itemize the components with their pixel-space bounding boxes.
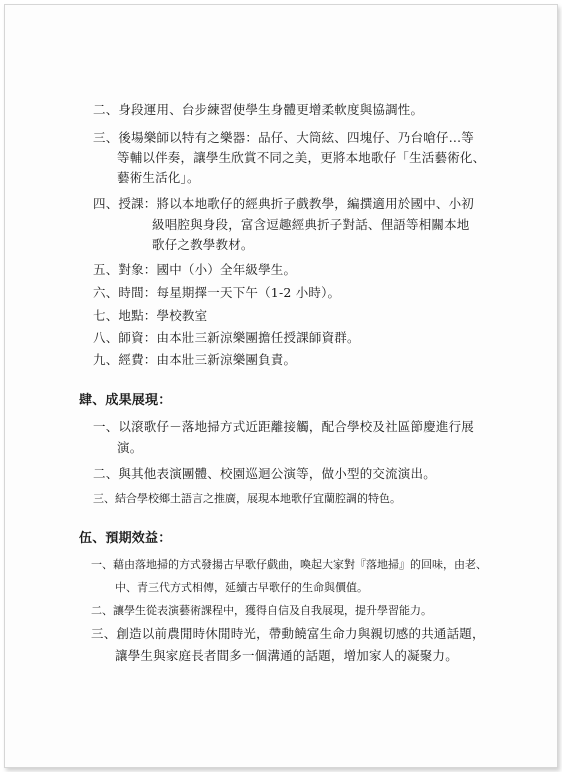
item-four-cont1: 級唱腔與身段，富含逗趣經典折子對話、俚語等相關本地 <box>152 217 470 232</box>
section-four-item-one: 一、以滾歌仔－落地掃方式近距離接觸，配合學校及社區節慶進行展 <box>93 419 475 434</box>
item-three: 三、後場樂師以特有之樂器：品仔、大筒絃、四塊仔、乃台嗆仔…等 <box>93 130 475 145</box>
item-three-cont1: 等輔以伴奏，讓學生欣賞不同之美，更將本地歌仔「生活藝術化、 <box>117 150 486 165</box>
item-six: 六、時間：每星期擇一天下午（1-2 小時）。 <box>93 285 341 300</box>
section-five-item-three-cont: 讓學生與家庭長者間多一個溝通的話題，增加家人的凝聚力。 <box>115 648 458 663</box>
section-four-item-two: 二、與其他表演團體、校園巡迴公演等，做小型的交流演出。 <box>93 466 436 481</box>
section-five-item-one: 一、藉由落地掃的方式發揚古早歌仔戲曲，喚起大家對『落地掃』的回味，由老、 <box>91 558 487 571</box>
item-seven: 七、地點：學校教室 <box>93 308 208 323</box>
item-eight: 八、師資：由本壯三新涼樂團擔任授課師資群。 <box>93 330 360 345</box>
item-three-cont2: 藝術生活化」。 <box>117 170 200 185</box>
section-four-heading: 肆、成果展現： <box>79 393 172 408</box>
section-four-item-three: 三、結合學校鄉土語言之推廣，展現本地歌仔宜蘭腔調的特色。 <box>93 492 401 505</box>
section-five-heading: 伍、預期效益： <box>79 531 172 546</box>
section-four-item-one-cont: 演。 <box>117 440 143 455</box>
section-five-item-one-cont: 中、青三代方式相傳，延續古早歌仔的生命與價值。 <box>115 581 368 594</box>
document-page <box>4 4 558 768</box>
item-four: 四、授課：將以本地歌仔的經典折子戲教學，編撰適用於國中、小初 <box>93 196 475 211</box>
item-five: 五、對象：國中（小）全年級學生。 <box>93 262 297 277</box>
item-four-cont2: 歌仔之教學教材。 <box>152 237 254 252</box>
section-five-item-two: 二、讓學生從表演藝術課程中，獲得自信及自我展現，提升學習能力。 <box>91 604 432 617</box>
section-five-item-three: 三、創造以前農閒時休閒時光，帶動饒富生命力與親切感的共通話題， <box>91 626 485 641</box>
item-nine: 九、經費：由本壯三新涼樂團負責。 <box>93 352 297 367</box>
item-two: 二、身段運用、台步練習使學生身體更增柔軟度與協調性。 <box>93 102 424 117</box>
